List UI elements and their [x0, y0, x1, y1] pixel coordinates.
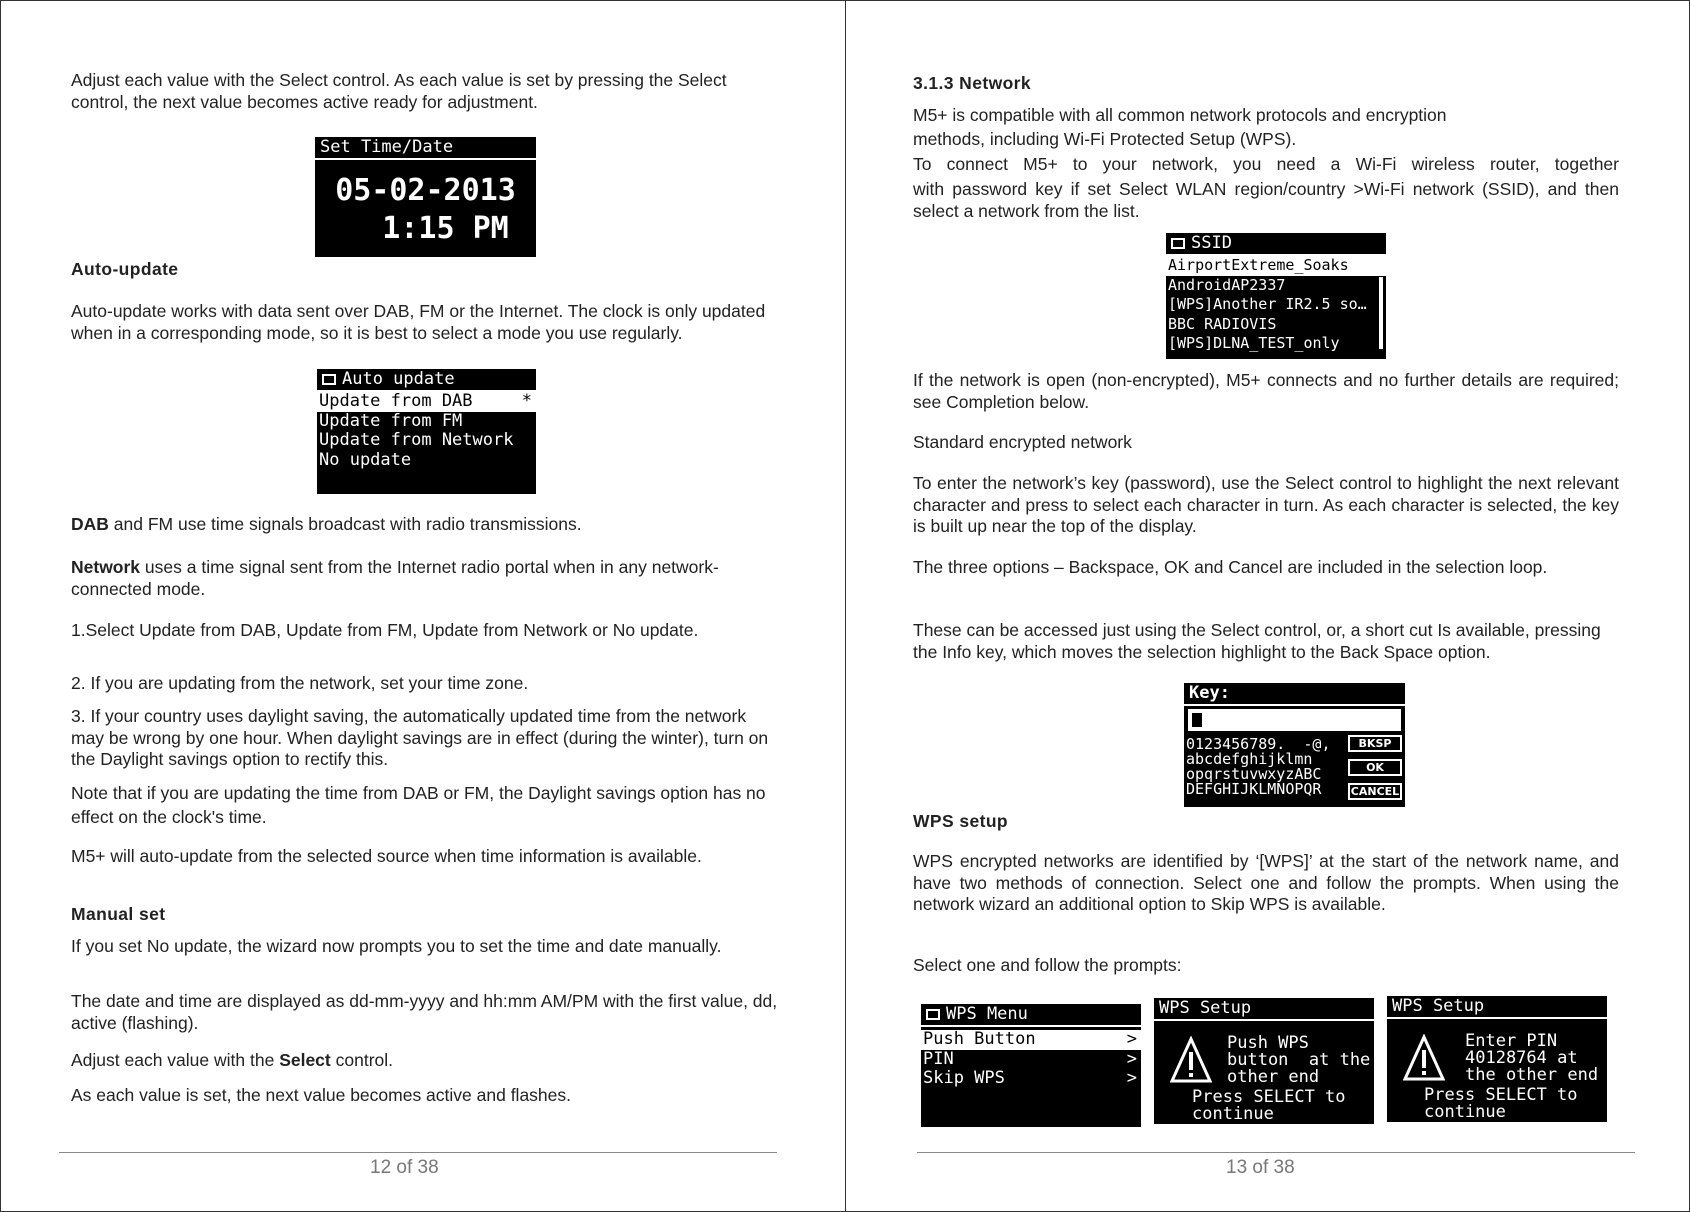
screen-title-bar: [921, 1004, 1141, 1027]
menu-item: No update: [319, 450, 412, 470]
key-field: [1188, 709, 1401, 731]
screen-title: WPS Setup: [1387, 996, 1607, 1019]
screen-title: Key:: [1184, 683, 1405, 706]
scrollbar: [1379, 277, 1383, 349]
m5-paragraph: M5+ will auto-update from the selected source when time information is available.: [71, 846, 702, 866]
access-paragraph: These can be accessed just using the Select control, or, a short cut Is available, pressing the Info key, which moves the selection highlight to the Back Space option.: [913, 620, 1601, 662]
menu-item: Update from Network: [319, 431, 514, 450]
screen-title: WPS Setup: [1154, 998, 1374, 1021]
menu-list-icon: [926, 1009, 940, 1020]
set-time-date-screen: [315, 137, 536, 257]
step-3: 3. If your country uses daylight saving, the automatically updated time from the network may be wrong by one hour. When daylight savings are in effect (during the winter), turn on the Daylight savings option to rectify this.: [71, 706, 769, 769]
open-network-paragraph: If the network is open (non-encrypted), M5+ connects and no further details are required; see Completion below.: [913, 370, 1619, 412]
wps-pin-footer: Press SELECT to continue: [1424, 1085, 1578, 1122]
key-entry-screen: [1184, 683, 1405, 807]
manual-set-heading: Manual set: [71, 904, 166, 924]
adjust-paragraph: Adjust each value with the Select control.: [71, 1050, 393, 1070]
wps-pin-screen: [1387, 996, 1607, 1122]
step-2: 2. If you are updating from the network, set your time zone.: [71, 673, 529, 693]
auto-update-paragraph: Auto-update works with data sent over DAB, FM or the Internet. The clock is only updated when in a corresponding mode, so it is best to select a mode you use regularly.: [71, 301, 766, 343]
screen-title-bar: [317, 369, 536, 392]
manual-paragraph-1: If you set No update, the wizard now prompts you to set the time and date manually.: [71, 936, 722, 956]
chevron-right-icon: >: [1126, 1069, 1137, 1088]
warning-icon: [1403, 1034, 1445, 1082]
compat-line-2: methods, including Wi-Fi Protected Setup (WPS).: [913, 129, 1297, 149]
screen-title: WPS Menu: [946, 1004, 1028, 1024]
note-paragraph: Note that if you are updating the time from DAB or FM, the Daylight savings option has no effect on the clock's time.: [71, 783, 766, 827]
wps-push-message: Push WPS button at the other end: [1227, 1033, 1371, 1087]
screen-time: 1:15 PM: [382, 211, 509, 246]
wps-menu-screen: [921, 1004, 1141, 1127]
intro-paragraph: Adjust each value with the Select control. As each value is set by pressing the Select control, the next value becomes active ready for adjustment.: [71, 70, 727, 112]
dab-bold: DAB: [71, 514, 109, 534]
enter-key-paragraph: To enter the network’s key (password), use the Select control to highlight the next relevant character and press to select each character in turn. As each character is selected, the key is built up near the top of the display.: [913, 473, 1619, 536]
page-13: [913, 1, 1619, 1211]
ok-button: OK: [1348, 759, 1402, 776]
screen-title: Set Time/Date: [315, 137, 536, 160]
cancel-button: CANCEL: [1348, 783, 1402, 800]
page-divider: [845, 1, 846, 1211]
select-bold: Select: [279, 1050, 331, 1070]
screen-title-bar: [1166, 233, 1386, 256]
warning-icon: [1170, 1036, 1212, 1084]
wps-push-screen: [1154, 998, 1374, 1124]
ssid-item: [WPS]DLNA_TEST_only: [1168, 334, 1340, 352]
screen-title: SSID: [1191, 233, 1232, 253]
menu-item: Update from FM: [319, 411, 463, 431]
dab-paragraph: DAB and FM use time signals broadcast with radio transmissions.: [71, 514, 582, 534]
wps-menu-item-selected: Push Button >: [921, 1030, 1141, 1050]
step-1: 1.Select Update from DAB, Update from FM, Update from Network or No update.: [71, 620, 699, 640]
star-icon: *: [521, 392, 532, 411]
ssid-item: BBC RADIOVIS: [1168, 314, 1277, 333]
screen-title: Auto update: [342, 369, 455, 389]
page-12: [71, 1, 781, 1211]
compat-line-1: M5+ is compatible with all common network protocols and encryption: [913, 105, 1447, 125]
page-number: 13 of 38: [1226, 1157, 1295, 1178]
network-bold: Network: [71, 557, 141, 577]
chevron-right-icon: >: [1126, 1049, 1137, 1069]
ssid-item: AndroidAP2337: [1168, 275, 1286, 294]
wps-paragraph: WPS encrypted networks are identified by ‘[WPS]’ at the start of the network name, and have two methods of connection. Select one and follow the prompts. When using the network wizard an additional option to Skip WPS is available.: [913, 851, 1619, 914]
backspace-button: BKSP: [1348, 735, 1402, 752]
three-options-paragraph: The three options – Backspace, OK and Cancel are included in the selection loop.: [913, 557, 1548, 577]
ssid-item: [WPS]Another IR2.5 so…: [1168, 295, 1367, 313]
wps-pin-message: Enter PIN 40128764 at the other end: [1465, 1031, 1599, 1085]
footer-rule: [917, 1152, 1635, 1153]
chevron-right-icon: >: [1126, 1030, 1137, 1049]
wps-menu-item: Skip WPS >: [921, 1069, 1141, 1089]
key-row: DEFGHIJKLMNOPQR: [1186, 782, 1322, 797]
ssid-item-selected: AirportExtreme_Soaks: [1166, 256, 1386, 276]
network-paragraph: Network uses a time signal sent from the Internet radio portal when in any network-connected mode.: [71, 557, 719, 599]
menu-list-icon: [1171, 238, 1185, 249]
key-row: 0123456789. _-@,: [1186, 737, 1331, 752]
key-row: abcdefghijklmn: [1186, 752, 1313, 767]
network-heading: 3.1.3 Network: [913, 73, 1032, 93]
as-value-paragraph: As each value is set, the next value becomes active and flashes.: [71, 1085, 572, 1105]
wps-push-footer: Press SELECT to continue: [1192, 1087, 1346, 1124]
footer-rule: [59, 1152, 777, 1153]
page-number: 12 of 38: [370, 1157, 439, 1178]
screen-date: 05-02-2013: [335, 173, 516, 208]
select-one-paragraph: Select one and follow the prompts:: [913, 955, 1182, 975]
ssid-screen: [1166, 233, 1386, 359]
connect-line-2: with password key if set Select WLAN region/country >Wi-Fi network (SSID), and then select a network from the list.: [913, 179, 1619, 221]
menu-list-icon: [322, 374, 336, 385]
auto-update-heading: Auto-update: [71, 259, 179, 279]
standard-encrypted-label: Standard encrypted network: [913, 432, 1132, 452]
auto-update-screen: [317, 369, 536, 494]
connect-line-1: To connect M5+ to your network, you need a Wi-Fi wireless router, together: [913, 154, 1619, 174]
key-row: opqrstuvwxyzABC: [1186, 767, 1322, 782]
manual-paragraph-2: The date and time are displayed as dd-mm-yyyy and hh:mm AM/PM with the first value, dd, active (flashing).: [71, 991, 778, 1033]
wps-setup-heading: WPS setup: [913, 811, 1008, 831]
menu-item-selected: Update from DAB *: [317, 392, 536, 412]
wps-menu-item: PIN >: [921, 1050, 1141, 1070]
